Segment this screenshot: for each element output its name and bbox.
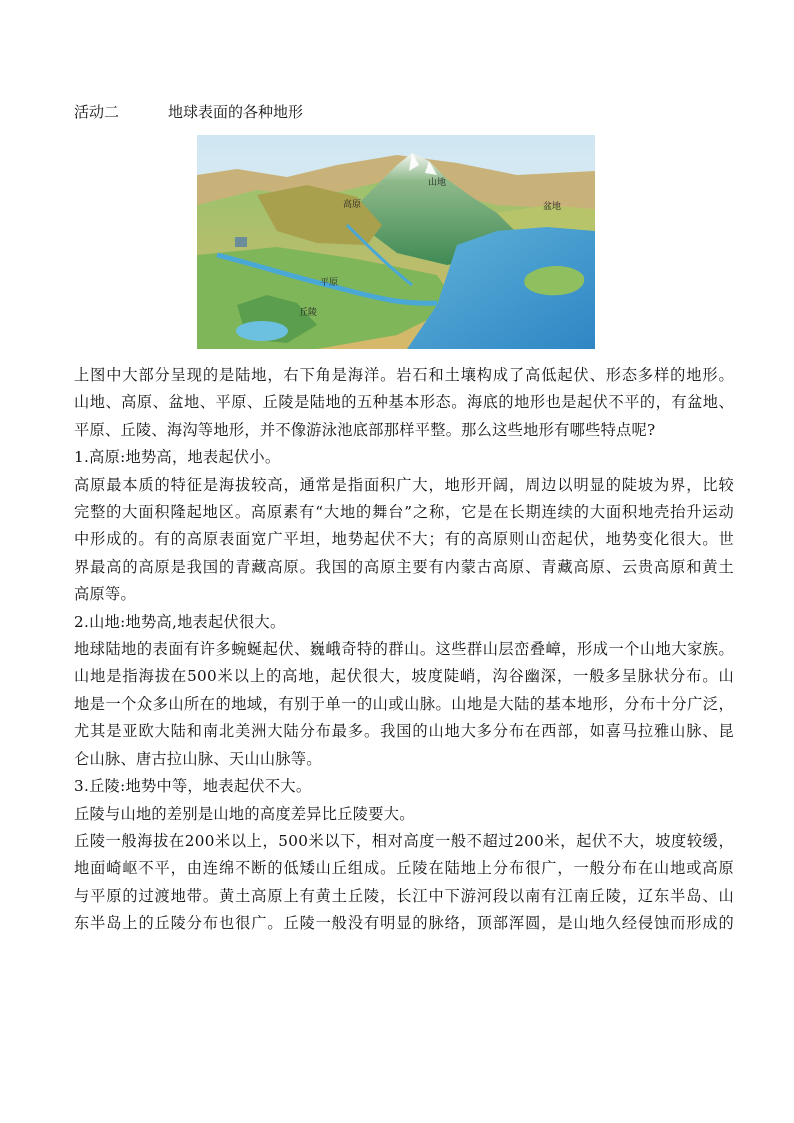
subheading-mountain: 2.山地:地势高,地表起伏很大。 — [74, 612, 286, 631]
label-plateau: 高原 — [343, 200, 362, 210]
landform-illustration — [197, 135, 595, 349]
paragraph-line: 丘陵一般海拔在200米以上，500米以下，相对高度一般不超过200米，起伏不大，坡度较缓， — [74, 831, 734, 850]
paragraph-line: 仑山脉、唐古拉山脉、天山山脉等。 — [74, 749, 322, 768]
subheading-plateau: 1.高原:地势高，地表起伏小。 — [74, 448, 281, 467]
paragraph-line: 中形成的。有的高原表面宽广平坦，地势起伏不大；有的高原则山峦起伏，地势变化很大。世 — [74, 530, 734, 549]
paragraph-line: 地球陆地的表面有许多蜿蜒起伏、巍峨奇特的群山。这些群山层峦叠嶂，形成一个山地大家族。 — [74, 640, 734, 659]
paragraph-line: 高原等。 — [74, 585, 136, 604]
paragraph-line: 地面崎岖不平，由连绵不断的低矮山丘组成。丘陵在陆地上分布很广，一般分布在山地或高原 — [74, 859, 734, 878]
paragraph-line: 地是一个众多山所在的地域，有别于单一的山或山脉。山地是大陆的基本地形，分布十分广泛， — [74, 694, 734, 713]
section-title: 地球表面的各种地形 — [168, 103, 304, 121]
paragraph-line: 尤其是亚欧大陆和南北美洲大陆分布最多。我国的山地大多分布在西部，如喜马拉雅山脉、昆 — [74, 722, 734, 741]
label-mountain: 山地 — [428, 178, 447, 188]
paragraph-line: 山地是指海拔在500米以上的高地，起伏很大，坡度陡峭，沟谷幽深，一般多呈脉状分布。山 — [74, 667, 734, 686]
subheading-hills: 3.丘陵:地势中等，地表起伏不大。 — [74, 777, 312, 796]
paragraph-line: 高原最本质的特征是海拔较高，通常是指面积广大，地形开阔，周边以明显的陡坡为界，比较 — [74, 475, 734, 494]
paragraph-line: 山地、高原、盆地、平原、丘陵是陆地的五种基本形态。海底的地形也是起伏不平的，有盆地、 — [74, 393, 734, 412]
paragraph-line: 丘陵与山地的差别是山地的高度差异比丘陵要大。 — [74, 804, 415, 823]
label-hills: 丘陵 — [299, 308, 318, 318]
paragraph-line: 完整的大面积隆起地区。高原素有“大地的舞台”之称，它是在长期连续的大面积地壳抬升运动 — [74, 503, 734, 522]
label-basin: 盆地 — [543, 202, 562, 212]
paragraph-line: 与平原的过渡地带。黄土高原上有黄土丘陵，长江中下游河段以南有江南丘陵，辽东半岛、山 — [74, 886, 734, 905]
paragraph-line: 平原、丘陵、海沟等地形，并不像游泳池底部那样平整。那么这些地形有哪些特点呢? — [74, 420, 656, 439]
label-plain: 平原 — [320, 278, 339, 288]
paragraph-line: 东半岛上的丘陵分布也很广。丘陵一般没有明显的脉络，顶部浑圆，是山地久经侵蚀而形成的 — [74, 914, 734, 933]
activity-label: 活动二 — [74, 103, 120, 121]
section-heading — [74, 102, 304, 122]
paragraph-line: 界最高的高原是我国的青藏高原。我国的高原主要有内蒙古高原、青藏高原、云贵高原和黄土 — [74, 557, 734, 576]
paragraph-line: 上图中大部分呈现的是陆地，右下角是海洋。岩石和土壤构成了高低起伏、形态多样的地形。 — [74, 366, 734, 384]
body-text — [74, 362, 734, 938]
